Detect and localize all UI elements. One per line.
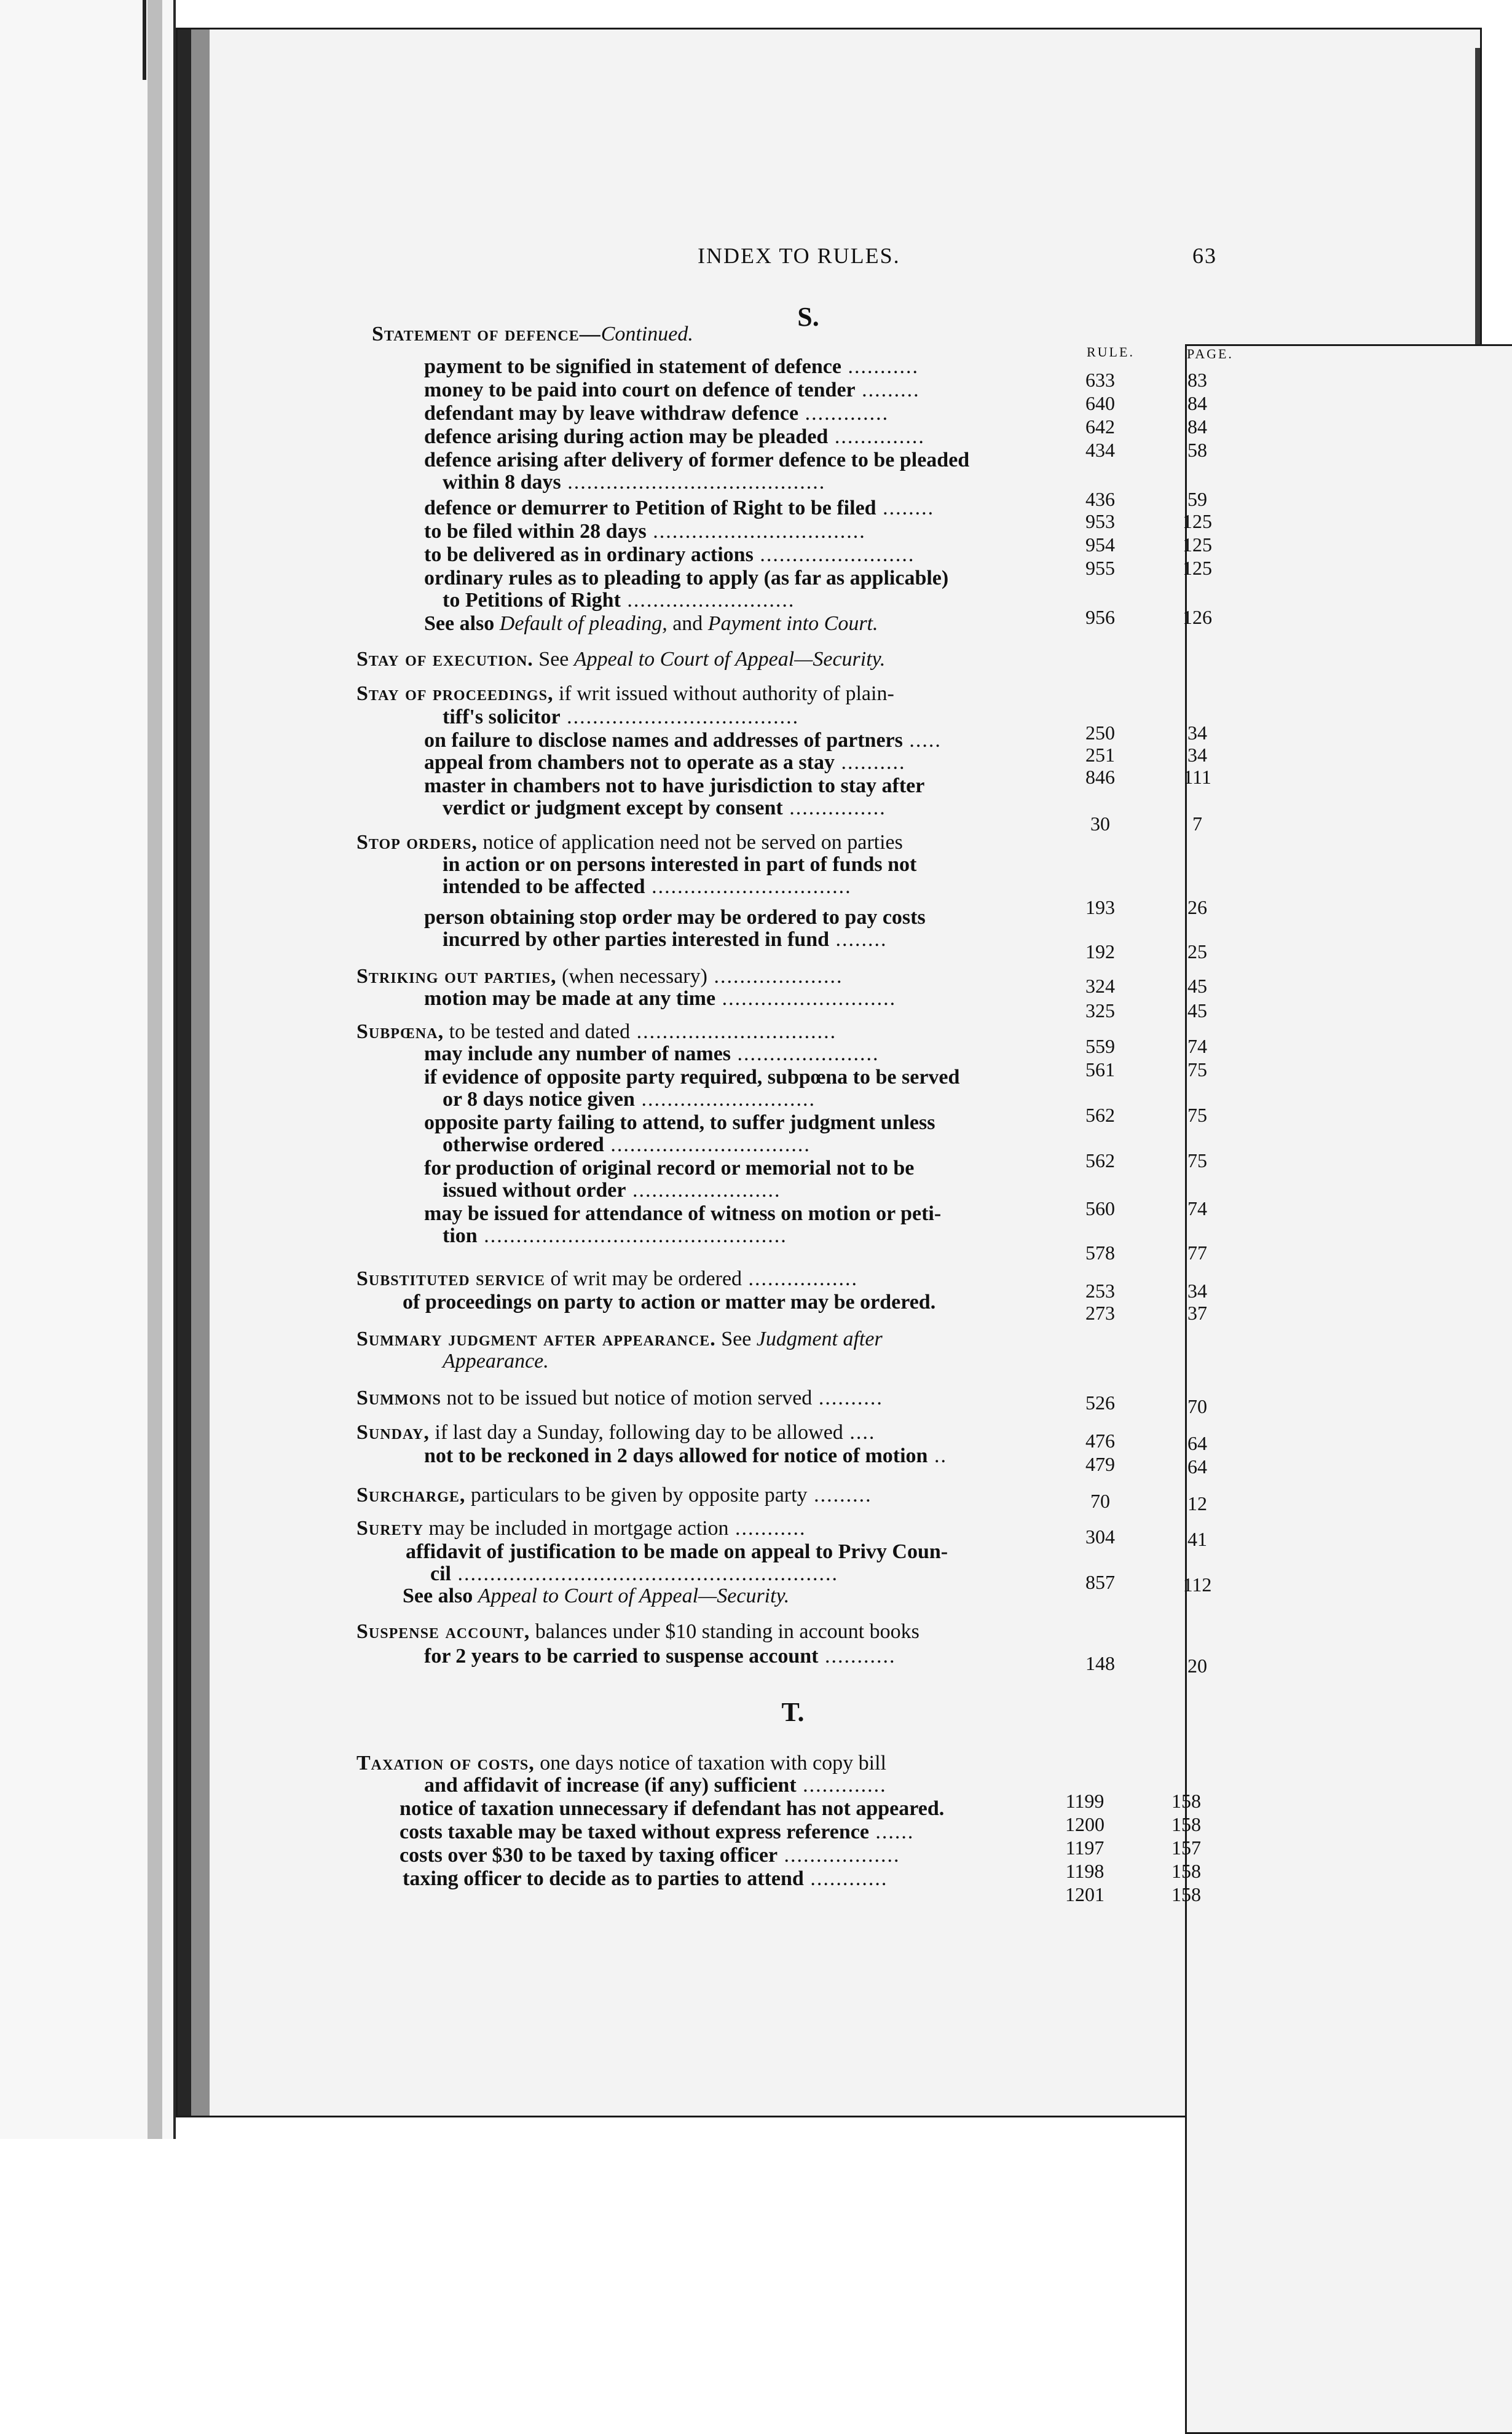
- page-ref: 59: [1187, 488, 1207, 510]
- rule-number: 273: [1085, 1302, 1115, 1324]
- entry-heading-suspense-account: Suspense account, balances under $10 standing in account books: [356, 1620, 919, 1643]
- page-ref: 58: [1187, 439, 1207, 461]
- index-entry-continued: cil ...........................................................: [430, 1562, 838, 1585]
- index-entry-continued: verdict or judgment except by consent ...............: [443, 797, 886, 819]
- rule-number: 857: [1085, 1571, 1115, 1593]
- index-entry: may include any number of names ......................: [424, 1042, 880, 1065]
- entry-heading-stay-of-execution: Stay of execution. See Appeal to Court of Appeal—Security.: [356, 648, 886, 671]
- page-ref: 34: [1187, 722, 1207, 744]
- column-header-page: PAGE.: [1185, 344, 1512, 2434]
- page-ref: 34: [1187, 1280, 1207, 1302]
- binding-mark: [143, 0, 146, 80]
- page-ref: 45: [1187, 975, 1207, 997]
- entry-heading-surety: Surety may be included in mortgage action ...........: [356, 1517, 806, 1540]
- page-ref: 25: [1187, 940, 1207, 963]
- page-spine: [178, 30, 191, 2116]
- page-ref: 74: [1187, 1197, 1207, 1219]
- page-ref: 64: [1187, 1432, 1207, 1454]
- index-entry-continued: Appearance.: [443, 1350, 549, 1373]
- rule-number: 559: [1085, 1035, 1115, 1057]
- page-shadow: [191, 30, 210, 2116]
- index-entry: appeal from chambers not to operate as a stay ..........: [424, 751, 906, 774]
- rule-number: 436: [1085, 488, 1115, 510]
- rule-number: 633: [1085, 369, 1115, 391]
- index-entry: not to be reckoned in 2 days allowed for notice of motion ..: [424, 1444, 947, 1467]
- rule-number: 434: [1085, 439, 1115, 461]
- left-page-edge: [0, 0, 176, 2139]
- rule-number: 955: [1085, 557, 1115, 579]
- index-entry-continued: for 2 years to be carried to suspense account ...........: [424, 1645, 896, 1668]
- entry-heading-striking-out-parties: Striking out parties, (when necessary) ....................: [356, 965, 843, 988]
- page-ref: 158: [1171, 1860, 1201, 1882]
- rule-number: 1200: [1065, 1813, 1104, 1835]
- page-ref: 75: [1187, 1104, 1207, 1126]
- rule-number: 251: [1085, 744, 1115, 766]
- index-entry: taxing officer to decide as to parties to attend ............: [403, 1867, 888, 1890]
- page-ref: 83: [1187, 369, 1207, 391]
- index-entry-continued: and affidavit of increase (if any) sufficient .............: [424, 1774, 887, 1797]
- page-ref: 41: [1187, 1528, 1207, 1550]
- page-ref: 125: [1183, 557, 1212, 579]
- rule-number: 560: [1085, 1197, 1115, 1219]
- index-entry: costs taxable may be taxed without express reference ......: [400, 1821, 915, 1843]
- see-also-reference: See also Default of pleading, and Payment into Court.: [424, 612, 878, 635]
- index-entry-continued: tiff's solicitor ....................................: [443, 706, 800, 728]
- rule-number: 1201: [1065, 1883, 1104, 1905]
- page-ref: 157: [1171, 1837, 1201, 1859]
- entry-heading-stay-of-proceedings: Stay of proceedings, if writ issued without authority of plain-: [356, 682, 894, 705]
- rule-number: 476: [1085, 1430, 1115, 1452]
- rule-number: 1199: [1065, 1790, 1104, 1812]
- page-ref: 20: [1187, 1655, 1207, 1677]
- column-header-rule: RULE.: [1087, 344, 1135, 360]
- entry-heading-subpoena: Subpœna, to be tested and dated ...............................: [356, 1020, 837, 1043]
- rule-number: 562: [1085, 1104, 1115, 1126]
- rule-number: 70: [1090, 1490, 1110, 1512]
- entry-heading-surcharge: Surcharge, particulars to be given by opposite party .........: [356, 1484, 872, 1506]
- index-entry: of proceedings on party to action or matter may be ordered.: [403, 1291, 936, 1313]
- rule-number: 325: [1085, 999, 1115, 1022]
- index-entry-continued: in action or on persons interested in part of funds not: [443, 853, 917, 876]
- index-entry: payment to be signified in statement of defence ...........: [424, 355, 919, 378]
- index-entry: to be delivered as in ordinary actions ........................: [424, 543, 915, 566]
- index-entry-continued: issued without order .......................: [443, 1179, 781, 1202]
- page-ref: 111: [1183, 766, 1211, 788]
- page-ref: 12: [1187, 1492, 1207, 1514]
- entry-heading-summons: Summons not to be issued but notice of motion served ..........: [356, 1387, 883, 1409]
- rule-number: 526: [1085, 1392, 1115, 1414]
- index-entry: defendant may by leave withdraw defence .............: [424, 402, 889, 425]
- index-entry: opposite party failing to attend, to suffer judgment unless: [424, 1111, 935, 1134]
- index-entry: money to be paid into court on defence of tender .........: [424, 379, 920, 401]
- page-ref: 125: [1183, 510, 1212, 532]
- page-ref: 158: [1171, 1883, 1201, 1905]
- page-ref: 45: [1187, 999, 1207, 1022]
- section-letter-s: S.: [797, 302, 819, 332]
- page-ref: 7: [1192, 813, 1202, 835]
- index-entry: notice of taxation unnecessary if defendant has not appeared.: [400, 1797, 945, 1820]
- page-ref: 26: [1187, 896, 1207, 918]
- rule-number: 192: [1085, 940, 1115, 963]
- rule-number: 148: [1085, 1652, 1115, 1674]
- rule-number: 479: [1085, 1453, 1115, 1475]
- index-entry: defence arising after delivery of former defence to be pleaded: [424, 449, 970, 471]
- page-ref: 84: [1187, 416, 1207, 438]
- page-number: 63: [1192, 243, 1217, 268]
- rule-number: 1197: [1065, 1837, 1104, 1859]
- index-entry: defence or demurrer to Petition of Right to be filed ........: [424, 497, 935, 519]
- page-ref: 34: [1187, 744, 1207, 766]
- rule-number: 640: [1085, 392, 1115, 414]
- index-entry-continued: tion ...............................................: [443, 1224, 787, 1247]
- index-entry: on failure to disclose names and addresses of partners .....: [424, 729, 942, 752]
- entry-heading-taxation-of-costs: Taxation of costs, one days notice of taxation with copy bill: [356, 1752, 886, 1774]
- index-entry-continued: to Petitions of Right ..........................: [443, 589, 795, 612]
- index-entry: costs over $30 to be taxed by taxing officer ..................: [400, 1844, 900, 1867]
- page-ref: 37: [1187, 1302, 1207, 1324]
- page-ref: 74: [1187, 1035, 1207, 1057]
- rule-number: 253: [1085, 1280, 1115, 1302]
- index-entry: motion may be made at any time ...........................: [424, 987, 897, 1010]
- page-ref: 70: [1187, 1395, 1207, 1417]
- index-entry: affidavit of justification to be made on appeal to Privy Coun-: [406, 1540, 948, 1563]
- rule-number: 250: [1085, 722, 1115, 744]
- section-letter-t: T.: [781, 1697, 805, 1727]
- see-also-reference: See also Appeal to Court of Appeal—Security.: [403, 1585, 790, 1607]
- rule-number: 561: [1085, 1058, 1115, 1081]
- entry-heading-substituted-service: Substituted service of writ may be ordered .................: [356, 1267, 859, 1290]
- page-ref: 112: [1183, 1573, 1212, 1596]
- page-ref: 75: [1187, 1058, 1207, 1081]
- page-ref: 84: [1187, 392, 1207, 414]
- rule-number: 30: [1090, 813, 1110, 835]
- page-ref: 64: [1187, 1455, 1207, 1478]
- entry-heading-sunday: Sunday, if last day a Sunday, following day to be allowed ....: [356, 1421, 876, 1444]
- index-entry: to be filed within 28 days .................................: [424, 520, 866, 543]
- index-entry: ordinary rules as to pleading to apply (as far as applicable): [424, 567, 949, 589]
- rule-number: 193: [1085, 896, 1115, 918]
- rule-number: 578: [1085, 1242, 1115, 1264]
- index-entry-continued: intended to be affected ...............................: [443, 875, 852, 898]
- rule-number: 956: [1085, 606, 1115, 628]
- rule-number: 954: [1085, 534, 1115, 556]
- entry-heading-statement-of-defence: Statement of defence—Continued.: [372, 323, 693, 345]
- rule-number: 324: [1085, 975, 1115, 997]
- rule-number: 642: [1085, 416, 1115, 438]
- rule-number: 304: [1085, 1526, 1115, 1548]
- index-entry-continued: incurred by other parties interested in fund ........: [443, 928, 888, 951]
- page-ref: 77: [1187, 1242, 1207, 1264]
- rule-number: 953: [1085, 510, 1115, 532]
- page-ref: 158: [1171, 1790, 1201, 1812]
- index-entry: for production of original record or memorial not to be: [424, 1157, 915, 1180]
- rule-number: 562: [1085, 1149, 1115, 1172]
- index-entry: defence arising during action may be pleaded ..............: [424, 425, 925, 448]
- entry-heading-summary-judgment: Summary judgment after appearance. See Judgment after: [356, 1328, 883, 1350]
- page-ref: 125: [1183, 534, 1212, 556]
- index-entry-continued: within 8 days ........................................: [443, 471, 826, 494]
- index-entry: if evidence of opposite party required, subpœna to be served: [424, 1066, 960, 1089]
- running-title: INDEX TO RULES.: [698, 243, 900, 268]
- index-entry-continued: or 8 days notice given ...........................: [443, 1088, 816, 1111]
- rule-number: 1198: [1065, 1860, 1104, 1882]
- index-entry: may be issued for attendance of witness on motion or peti-: [424, 1202, 942, 1225]
- rule-number: 846: [1085, 766, 1115, 788]
- index-entry: person obtaining stop order may be ordered to pay costs: [424, 906, 926, 929]
- index-entry: master in chambers not to have jurisdiction to stay after: [424, 774, 925, 797]
- entry-heading-stop-orders: Stop orders, notice of application need not be served on parties: [356, 831, 903, 854]
- page-gutter: [148, 0, 162, 2139]
- page-ref: 158: [1171, 1813, 1201, 1835]
- index-entry-continued: otherwise ordered ...............................: [443, 1133, 811, 1156]
- page-ref: 126: [1183, 606, 1212, 628]
- page-ref: 75: [1187, 1149, 1207, 1172]
